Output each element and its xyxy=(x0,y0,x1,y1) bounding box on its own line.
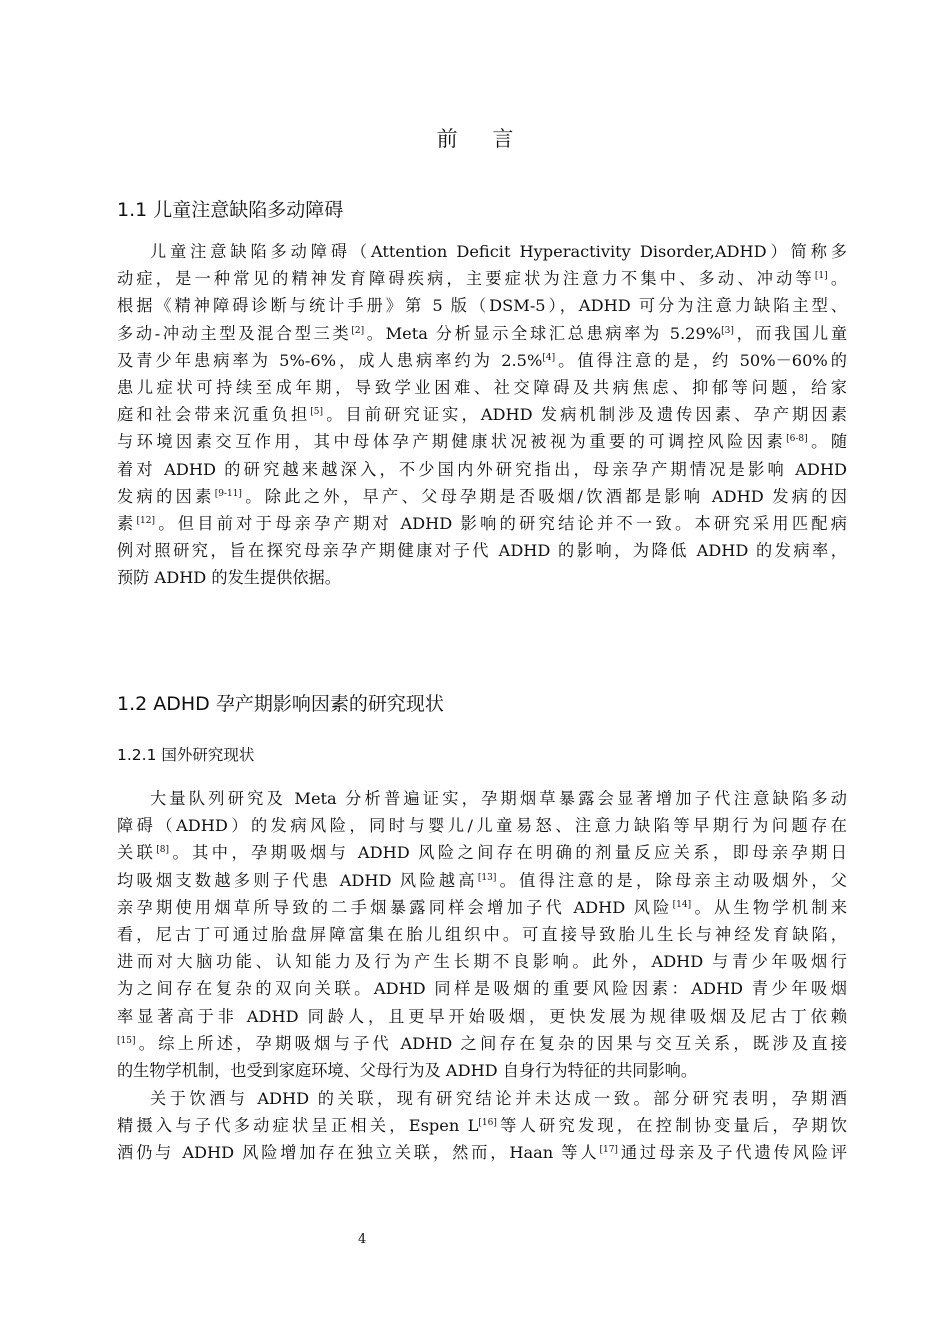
text-line xyxy=(117,894,847,921)
text-line xyxy=(117,975,847,1002)
text-run: 障碍（ADHD）的发病风险，同时与婴儿/儿童易怒、注意力缺陷等早期行为问题存在 xyxy=(117,816,847,836)
text-line xyxy=(117,948,847,975)
text-run: 儿童注意缺陷多动障碍（Attention Deficit Hyperactivity Disorder,ADHD）简称多 xyxy=(150,242,847,261)
text-line xyxy=(117,320,847,347)
text-run: 进而对大脑功能、认知能力及行为产生长期不良影响。此外，ADHD 与青少年吸烟行 xyxy=(117,952,847,972)
text-run: 。值得注意的是，除母亲主动吸烟外，父 xyxy=(496,870,847,890)
text-run: 。目前研究证实，ADHD 发病机制涉及遗传因素、孕产期因素 xyxy=(323,405,847,425)
citation-ref: [9-11] xyxy=(214,488,242,499)
text-run: 关联 xyxy=(117,843,157,863)
text-run: 着对 ADHD 的研究越来越深入，不少国内外研究指出，母亲孕产期情况是影响 ADHD xyxy=(117,459,847,479)
text-line xyxy=(117,238,847,265)
text-run: 大量队列研究及 Meta 分析普遍证实，孕期烟草暴露会显著增加子代注意缺陷多动 xyxy=(150,789,847,808)
text-run: 多动-冲动主型及混合型三类 xyxy=(117,323,352,343)
citation-ref: [6-8] xyxy=(786,434,808,445)
text-run: 。其中，孕期吸烟与 ADHD 风险之间存在明确的剂量反应关系，即母亲孕期日 xyxy=(169,843,847,863)
text-line xyxy=(117,1030,847,1057)
text-run: 。从生物学机制来 xyxy=(691,897,847,917)
text-line xyxy=(117,537,847,564)
text-line xyxy=(117,510,847,537)
citation-ref: [12] xyxy=(136,515,155,526)
text-line xyxy=(117,867,847,894)
citation-ref: [13] xyxy=(477,872,497,883)
text-line xyxy=(117,483,847,510)
text-run: 庭和社会带来沉重负担 xyxy=(117,405,311,425)
paragraph-alcohol xyxy=(117,1085,847,1167)
text-run: 。随 xyxy=(807,432,847,452)
text-run: 。除此之外，早产、父母孕期是否吸烟/饮酒都是影响 ADHD 发病的因 xyxy=(241,486,847,506)
subsection-heading-1-2-1: 1.2.1 国外研究现状 xyxy=(117,746,255,764)
page-title: 前 言 xyxy=(436,127,528,151)
text-run: 看，尼古丁可通过胎盘屏障富集在胎儿组织中。可直接导致胎儿生长与神经发育缺陷， xyxy=(117,924,847,944)
citation-ref: [1] xyxy=(814,271,828,282)
section-heading-1-1: 1.1 儿童注意缺陷多动障碍 xyxy=(117,199,344,221)
text-run: 。值得注意的是，约 50%－60%的 xyxy=(555,350,847,370)
citation-ref: [3] xyxy=(721,325,734,336)
text-run: 。综上所述，孕期吸烟与子代 ADHD 之间存在复杂的因果与交互关系，既涉及直接 xyxy=(135,1033,847,1053)
text-line xyxy=(117,456,847,483)
text-run: 及青少年患病率为 5%-6%，成人患病率约为 2.5% xyxy=(117,350,543,370)
text-run: 素 xyxy=(117,513,137,533)
text-run: 。 xyxy=(827,269,847,289)
citation-ref: [8] xyxy=(156,845,170,856)
citation-ref: [5] xyxy=(310,407,324,418)
text-run: 根据《精神障碍诊断与统计手册》第 5 版（DSM-5），ADHD 可分为注意力缺陷主型、 xyxy=(117,296,847,316)
citation-ref: [14] xyxy=(672,899,692,910)
text-run: 均吸烟支数越多则子代患 ADHD 风险越高 xyxy=(117,870,478,890)
text-line xyxy=(117,401,847,428)
paragraph-adhd-intro xyxy=(117,238,847,591)
text-line xyxy=(117,1139,847,1166)
citation-ref: [17] xyxy=(599,1145,618,1156)
citation-ref: [16] xyxy=(478,1118,497,1129)
text-line xyxy=(117,839,847,866)
citation-ref: [4] xyxy=(542,352,556,363)
text-run: 率显著高于非 ADHD 同龄人，且更早开始吸烟，更快发展为规律吸烟及尼古丁依赖 xyxy=(117,1006,847,1026)
text-line xyxy=(117,1112,847,1139)
text-line xyxy=(117,347,847,374)
text-run: 精摄入与子代多动症状呈正相关，Espen L xyxy=(117,1116,479,1136)
text-line xyxy=(117,374,847,401)
text-run: 患儿症状可持续至成年期，导致学业困难、社交障碍及共病焦虑、抑郁等问题，给家 xyxy=(117,377,847,397)
paragraph-smoking xyxy=(117,785,847,1084)
text-run: 的生物学机制，也受到家庭环境、父母行为及 ADHD 自身行为特征的共同影响。 xyxy=(117,1060,698,1080)
text-line xyxy=(117,921,847,948)
text-run: 预防 ADHD 的发生提供依据。 xyxy=(117,568,341,588)
text-line xyxy=(117,1085,847,1112)
text-line xyxy=(117,1057,847,1084)
citation-ref: [2] xyxy=(351,325,365,336)
text-run: 酒仍与 ADHD 风险增加存在独立关联，然而，Haan 等人 xyxy=(117,1143,600,1163)
text-run: 。但目前对于母亲孕产期对 ADHD 影响的研究结论并不一致。本研究采用匹配病 xyxy=(154,513,847,533)
text-run: 动症，是一种常见的精神发育障碍疾病，主要症状为注意力不集中、多动、冲动等 xyxy=(117,269,815,289)
text-run: 。Meta 分析显示全球汇总患病率为 5.29% xyxy=(364,323,722,343)
text-line xyxy=(117,564,847,591)
section-heading-1-2: 1.2 ADHD 孕产期影响因素的研究现状 xyxy=(117,693,444,715)
text-run: 与环境因素交互作用，其中母体孕产期健康状况被视为重要的可调控风险因素 xyxy=(117,432,787,452)
text-line xyxy=(117,292,847,319)
text-line xyxy=(117,428,847,455)
text-run: 为之间存在复杂的双向关联。ADHD 同样是吸烟的重要风险因素：ADHD 青少年吸烟 xyxy=(117,979,847,999)
text-run: 关于饮酒与 ADHD 的关联，现有研究结论并未达成一致。部分研究表明，孕期酒 xyxy=(150,1089,847,1108)
text-line xyxy=(117,812,847,839)
text-line xyxy=(117,265,847,292)
text-line xyxy=(117,1003,847,1030)
text-run: 等人研究发现，在控制协变量后，孕期饮 xyxy=(496,1116,847,1136)
text-run: 发病的因素 xyxy=(117,486,215,506)
page-number: 4 xyxy=(358,1232,367,1247)
text-run: 亲孕期使用烟草所导致的二手烟暴露同样会增加子代 ADHD 风险 xyxy=(117,897,673,917)
text-run: 通过母亲及子代遗传风险评 xyxy=(617,1143,847,1163)
text-run: ，而我国儿童 xyxy=(733,323,847,343)
text-line xyxy=(117,785,847,812)
citation-ref: [15] xyxy=(117,1035,136,1046)
text-run: 例对照研究，旨在探究母亲孕产期健康对子代 ADHD 的影响，为降低 ADHD 的发病率， xyxy=(117,541,847,561)
